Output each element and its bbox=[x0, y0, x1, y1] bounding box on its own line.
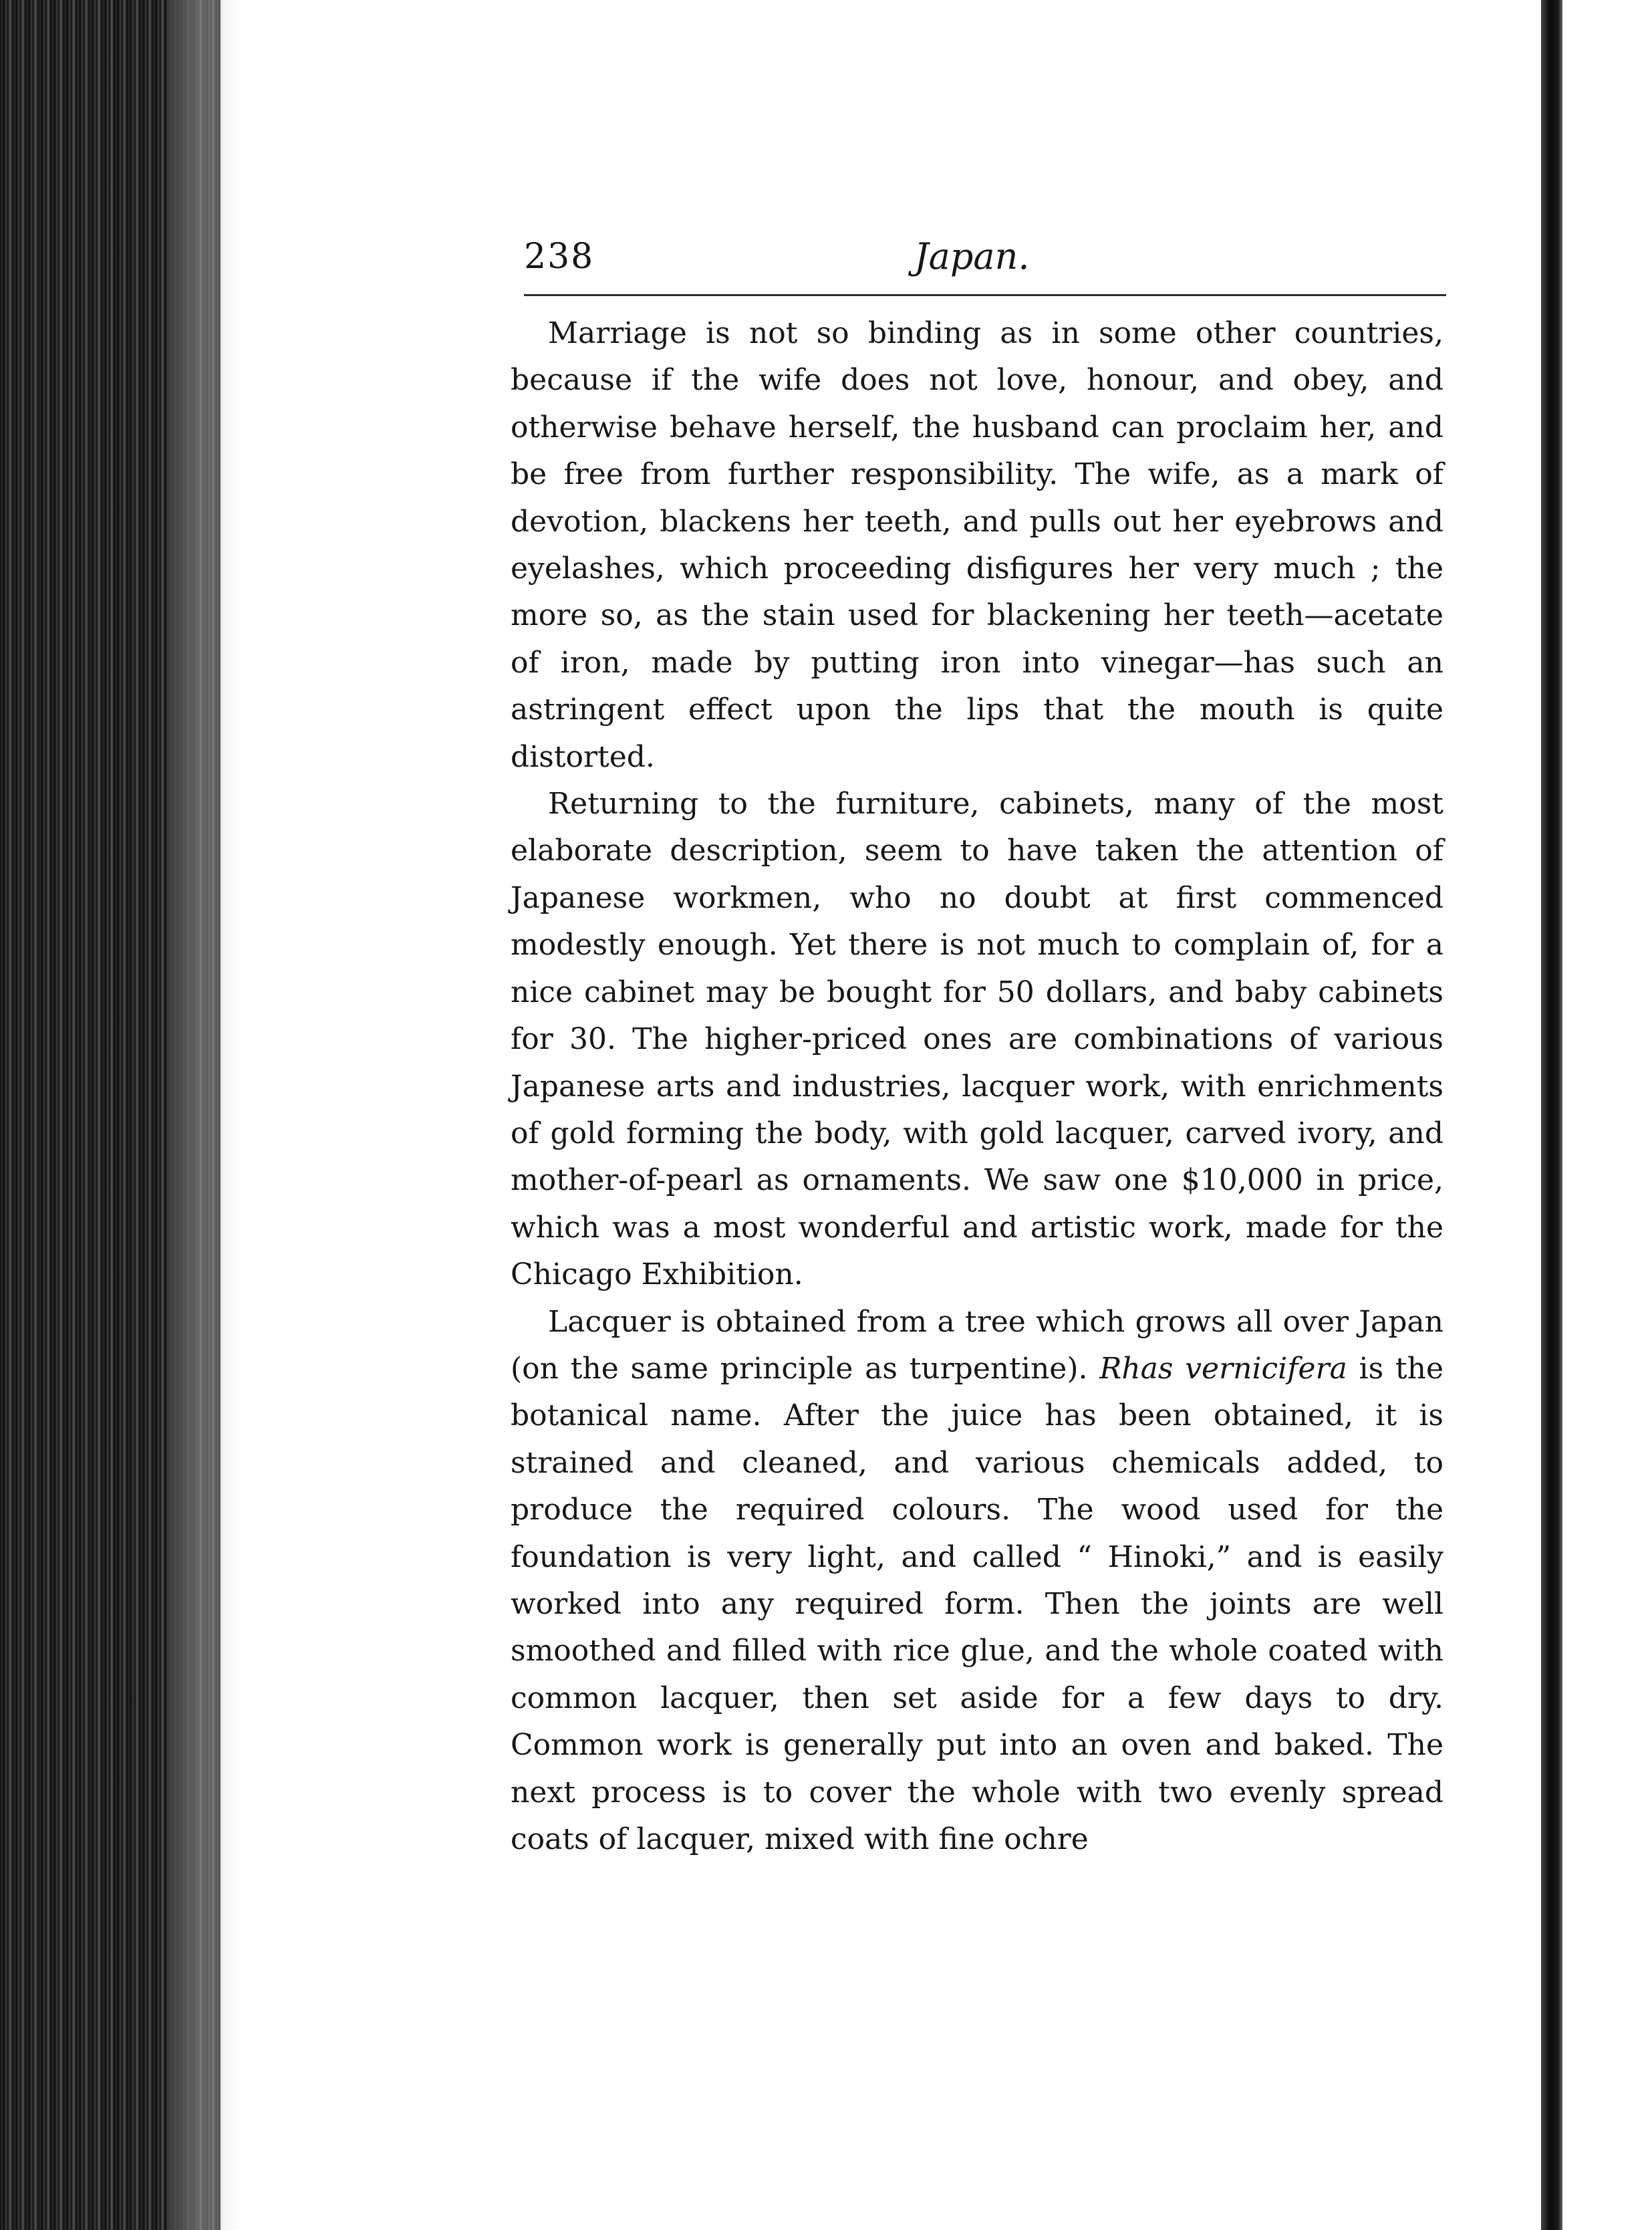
book-page bbox=[511, 221, 1443, 1856]
running-head bbox=[511, 221, 1443, 287]
paragraph-text: Lacquer is obtained from a tree which grows all over Japan (on the same principle as turpentine). bbox=[511, 1304, 1443, 1386]
paragraph-text: is the botanical name. After the juice has been obtained, it is strained and cleaned, and various chemicals added, to produce the required colours. The wood used for the foundation is very light, and called “ Hinoki,” and is easily worked into any required form. Then the joints are well smoothed and filled with rice glue, and the whole coated with common lacquer, then set aside for a few days to dry. Common work is generally put into an oven and baked. The next process is to cover the whole with two evenly spread coats of lacquer, mixed with fine ochre bbox=[511, 1351, 1443, 1856]
paragraph: Returning to the furniture, cabinets, many of the most elaborate description, seem to have taken the attention of Japanese workmen, who no doubt at first commenced modestly enough. Yet there is not much to complain of, for a nice cabinet may be bought for 50 dollars, and baby cabinets for 30. The higher-priced ones are combinations of various Japanese arts and industries, lacquer work, with enrichments of gold forming the body, with gold lacquer, carved ivory, and mother-of-pearl as ornaments. We saw one $10,000 in price, which was a most wonderful and artistic work, made for the Chicago Exhibition. bbox=[511, 787, 1443, 1292]
header-rule bbox=[524, 294, 1446, 296]
running-title: Japan. bbox=[914, 235, 1030, 277]
body-text bbox=[511, 310, 1443, 1863]
book-edge-shadow bbox=[167, 0, 241, 2230]
page-number: 238 bbox=[524, 237, 595, 277]
paragraph: Marriage is not so binding as in some other countries, because if the wife does not love, honour, and obey, and otherwise behave herself, the husband can proclaim her, and be free from further responsibility. The wife, as a mark of devotion, blackens her teeth, and pulls out her eyebrows and eyelashes, which proceeding disfigures her very much ; the more so, as the stain used for blackening her teeth—acetate of iron, made by putting iron into vinegar—has such an astringent effect upon the lips that the mouth is quite distorted. bbox=[511, 316, 1443, 774]
paragraph bbox=[511, 1299, 1443, 1864]
botanical-name: Rhas vernicifera bbox=[1099, 1351, 1347, 1386]
book-edge-right bbox=[1541, 0, 1562, 2230]
